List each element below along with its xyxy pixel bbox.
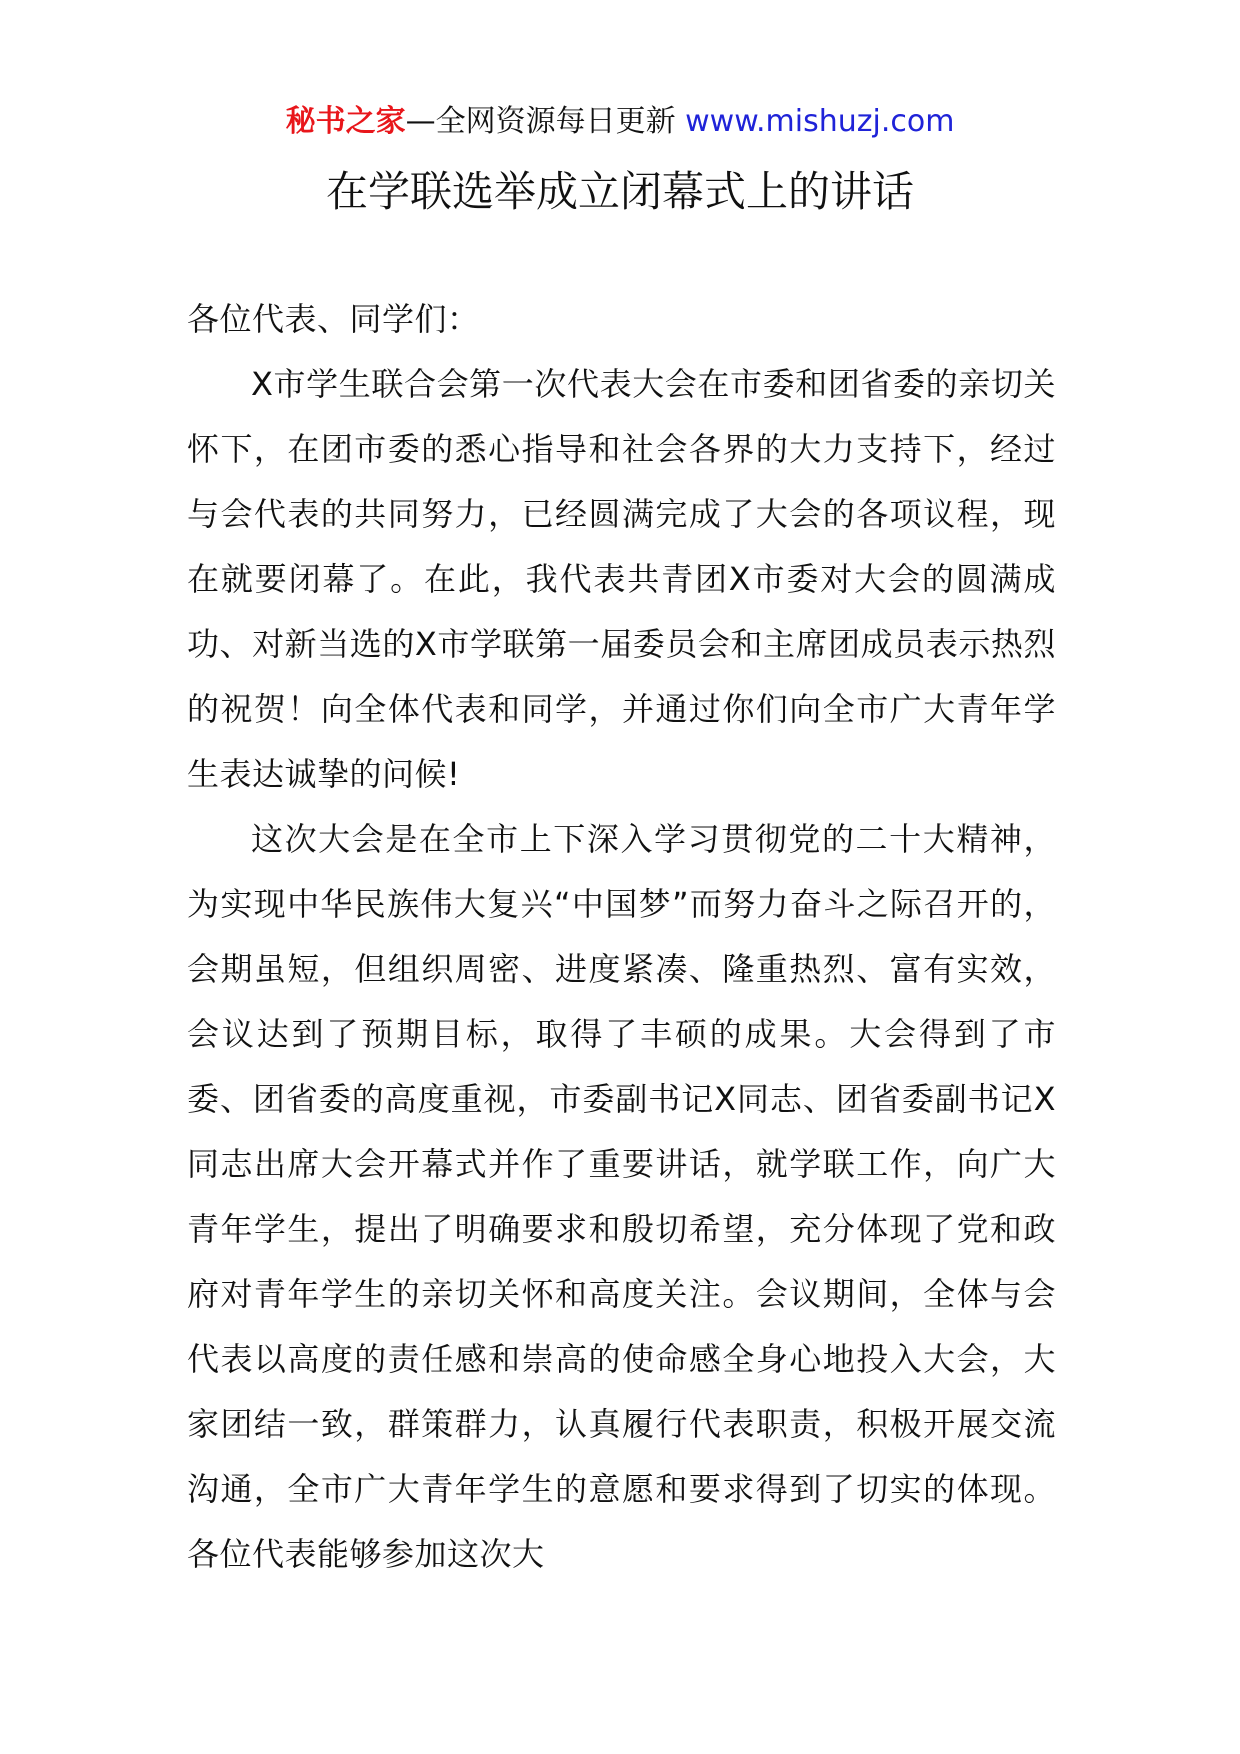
document-body (187, 287, 1056, 1587)
paragraph-2: 这次大会是在全市上下深入学习贯彻党的二十大精神，为实现中华民族伟大复兴“中国梦”而努力奋斗之际召开的，会期虽短，但组织周密、进度紧凑、隆重热烈、富有实效，会议达到了预期目标，取得了丰硕的成果。大会得到了市委、团省委的高度重视，市委副书记X同志、团省委副书记X同志出席大会开幕式并作了重要讲话，就学联工作，向广大青年学生，提出了明确要求和殷切希望，充分体现了党和政府对青年学生的亲切关怀和高度关注。会议期间，全体与会代表以高度的责任感和崇高的使命感全身心地投入大会，大家团结一致，群策群力，认真履行代表职责，积极开展交流沟通，全市广大青年学生的意愿和要求得到了切实的体现。各位代表能够参加这次大 (187, 820, 1056, 1573)
site-url-link[interactable]: www.mishuzj.com (685, 104, 955, 139)
header-tagline: —全网资源每日更新 (405, 104, 686, 139)
brand-name: 秘书之家 (285, 104, 406, 139)
document-title: 在学联选举成立闭幕式上的讲话 (325, 167, 914, 216)
site-header (0, 100, 1240, 144)
paragraph-1: X市学生联合会第一次代表大会在市委和团省委的亲切关怀下，在团市委的悉心指导和社会各界的大力支持下，经过与会代表的共同努力，已经圆满完成了大会的各项议程，现在就要闭幕了。在此，我代表共青团X市委对大会的圆满成功、对新当选的X市学联第一届委员会和主席团成员表示热烈的祝贺！向全体代表和同学，并通过你们向全市广大青年学生表达诚挚的问候! (187, 365, 1056, 793)
greeting: 各位代表、同学们： (187, 300, 480, 338)
